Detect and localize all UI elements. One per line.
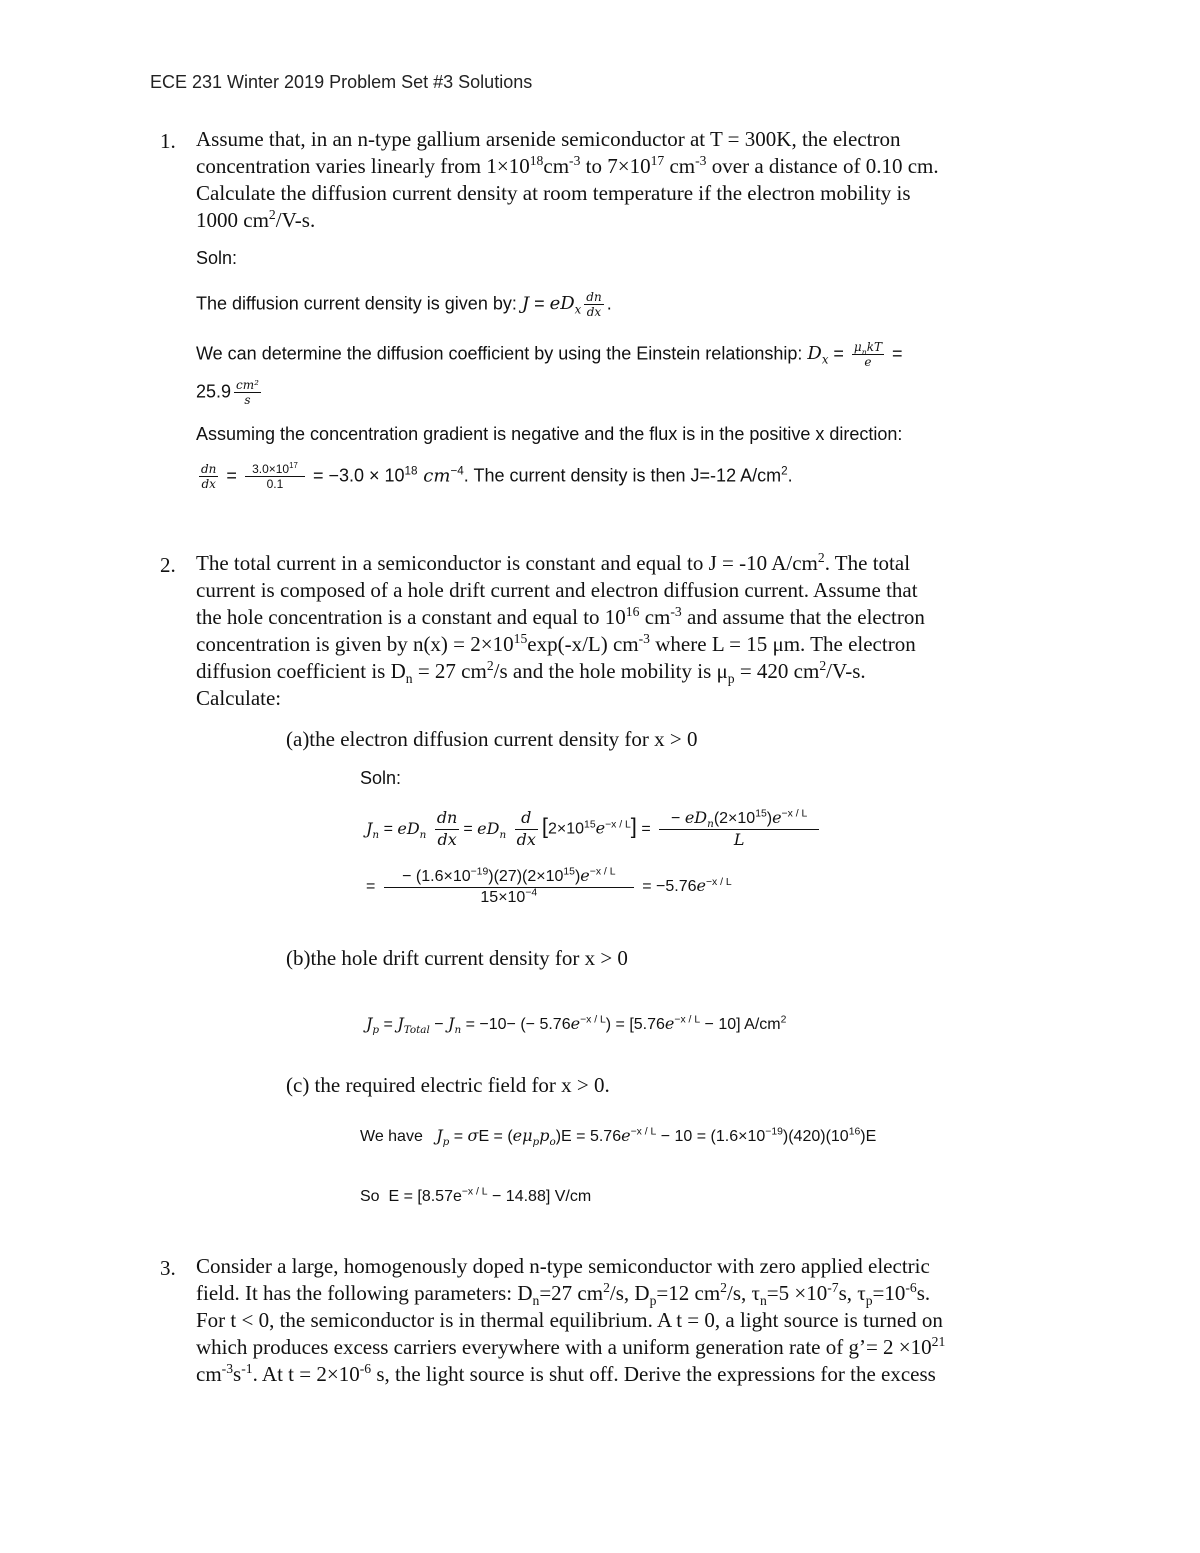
p3-line-5: $cm^{-3}s^{-1}$. At $t = 2\times 10^{-6}$ s, the light source is shut off. Derive the expressions for the excess — [196, 1361, 936, 1386]
p2-jp-equation: $J_p = J_{Total} - J_n = -10-$ (− $5.76e^{-x / L}) = [5.76e^{-x / L} - 10]$ $A/cm^2$ — [366, 1014, 787, 1037]
p2-jn-equation-1: $J_n = eD_n$ $\frac{dn}{dx}$ = $eD_n$ $\frac{d}{dx}$ $[2\times 10^{15}e^{-x / L}]$ = − $eD_n(2\times 10^{15})e^{-x / L}$ L — [366, 808, 823, 851]
p2-field-result: So $E = [8.57e^{-x / L} - 14.88]$ V/cm — [360, 1186, 592, 1205]
p2-line-6: Calculate: — [196, 686, 282, 710]
p2-field-equation: We have $J_p = \sigma E = (e\mu_pp_o)E = 5.76e^{-x / L} - 10 = (1.6\times 10^{-19})(420)(10^{16})E$ — [360, 1126, 877, 1149]
p2-part-b-label: (b)the hole drift current density for x > 0 — [286, 946, 628, 970]
p2-line-5: diffusion coefficient is $D_n = 27$ $cm^2/s$ and the hole mobility is $\mu_p = 420$ $cm^2/V-s$. — [196, 658, 866, 687]
p3-line-3: For t < 0, the semiconductor is in thermal equilibrium. A t = 0, a light source is turned on — [196, 1308, 943, 1332]
problem-3-number: 3. — [160, 1256, 176, 1280]
p1-line-1: Assume that, in an n-type gallium arsenide semiconductor at T = 300K, the electron — [196, 127, 901, 151]
p2-jn-equation-2: = $\frac{- (1.6\times 10^{-19})(27)(2\times 10^{15})e^{-x / L}}{15\times 10^{-4}}$ = $-5.76e^{-x / L}$ — [366, 866, 732, 906]
p1-d-value: 25.9 $\frac{\text{cm²}}{s}$ — [196, 378, 259, 407]
p1-diffusion-formula: The diffusion current density is given by: $J = eD_x$ $\frac{dn}{dx}$ . — [196, 290, 612, 319]
p3-line-2: field. It has the following parameters: $D_n=27$ $cm^2/s$, $D_p=12$ $cm^2/s$, $\tau_n=5 \times 10^{-7}s$, $\tau_p=10^{-6}s$. — [196, 1280, 931, 1309]
p3-line-4: which produces excess carriers everywhere with a uniform generation rate of g’= $2 \times 10^{21}$ — [196, 1334, 946, 1359]
p2-part-c-label: (c) the required electric field for x > 0. — [286, 1073, 610, 1097]
p2-line-4: concentration is given by $n(x) = 2\times 10^{15}\exp(-x/L)$ $cm^{-3}$ where L = 15 μm. The electron — [196, 631, 916, 656]
p1-gradient-formula: $\frac{dn}{dx}$ = $\frac{3.0\times 10^{17}}{0.1}$ = $-3.0 \times 10^{18}$ $cm^{-4}$. The current density is then J=-12 $A/cm^2$. — [201, 461, 793, 491]
p3-line-1: Consider a large, homogenously doped n-type semiconductor with zero applied electric — [196, 1254, 930, 1278]
p2-line-1: The total current in a semiconductor is constant and equal to J = -10 $A/cm^2$. The total — [196, 550, 911, 575]
p2-line-2: current is composed of a hole drift current and electron diffusion current. Assume that — [196, 578, 918, 602]
p1-line-3: Calculate the diffusion current density at room temperature if the electron mobility is — [196, 181, 911, 205]
p2-line-3: the hole concentration is a constant and equal to $10^{16}$ $cm^{-3}$ and assume that the electron — [196, 604, 925, 629]
p1-soln-label: Soln: — [196, 248, 238, 268]
problem-1-number: 1. — [160, 129, 176, 153]
page-header: ECE 231 Winter 2019 Problem Set #3 Solutions — [150, 72, 533, 92]
p1-line-4: 1000 $cm^2/V-s$. — [196, 207, 316, 232]
p2-soln-label: Soln: — [360, 768, 402, 788]
p2-part-a-label: (a)the electron diffusion current density for x > 0 — [286, 727, 698, 751]
p1-line-2: concentration varies linearly from $1\times 10^{18}cm^{-3}$ to $7\times 10^{17}$ $cm^{-3}$ over a distance of 0.10 cm. — [196, 153, 939, 178]
problem-2-number: 2. — [160, 553, 176, 577]
p1-einstein-line: We can determine the diffusion coefficient by using the Einstein relationship: $D_x$ = $\frac{\mu_nkT}{e}$ = — [196, 340, 903, 369]
p1-gradient-text: Assuming the concentration gradient is negative and the flux is in the positive x direction: — [196, 424, 903, 444]
